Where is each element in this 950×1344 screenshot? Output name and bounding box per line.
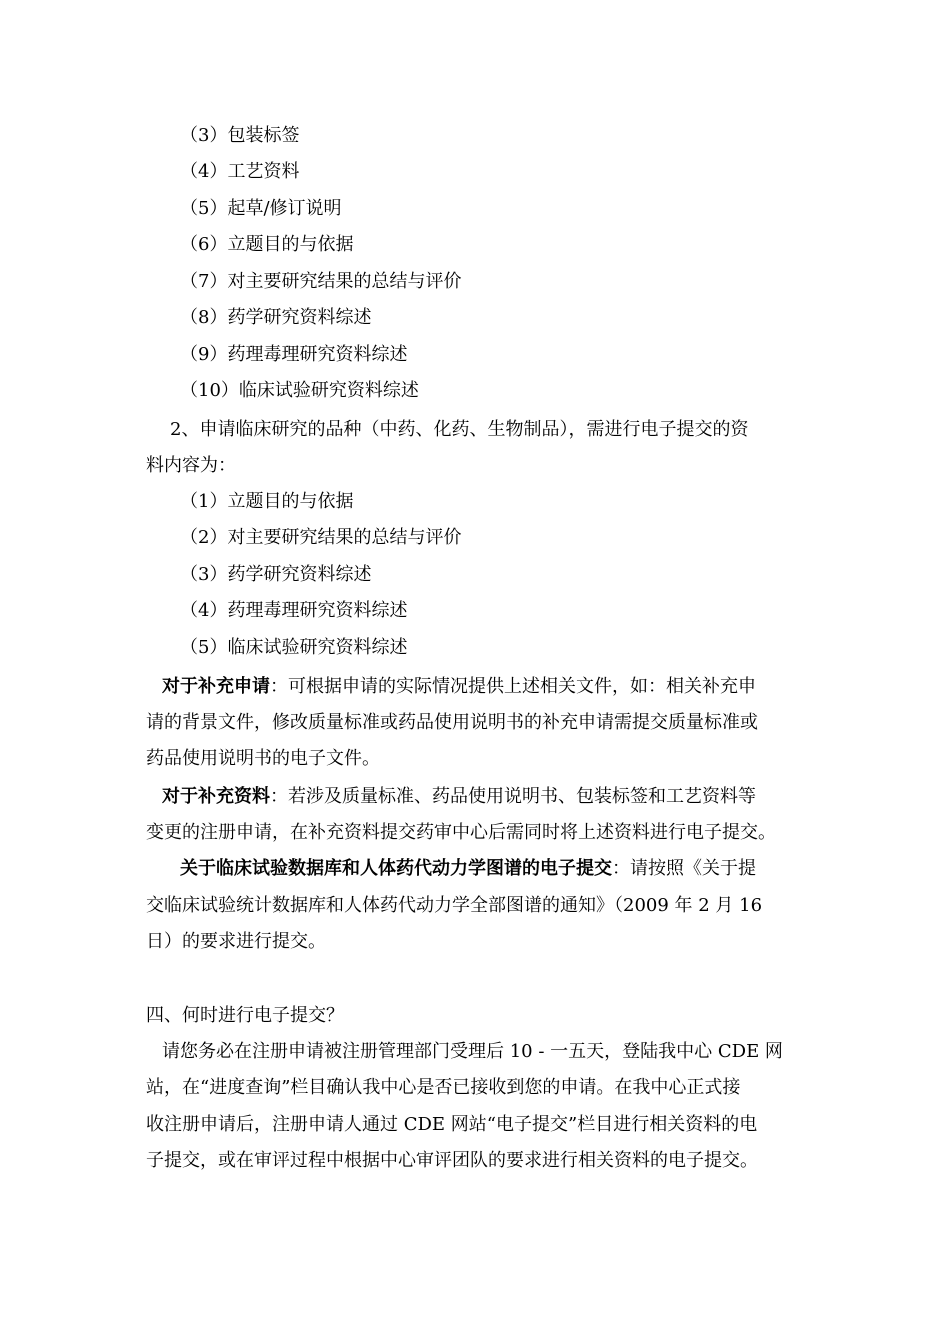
clinical-db-line: 交临床试验统计数据库和人体药代动力学全部图谱的通知》（2009 年 2 月 16 [146, 895, 763, 916]
list1-item: （7）对主要研究结果的总结与评价 [180, 271, 462, 292]
supplement-materials-line: 对于补充资料：若涉及质量标准、药品使用说明书、包装标签和工艺资料等 [162, 786, 756, 807]
list1-item: （10）临床试验研究资料综述 [180, 380, 419, 401]
supplement-application-line: 药品使用说明书的电子文件。 [146, 748, 380, 769]
supplement-application-label: 对于补充申请 [162, 676, 270, 697]
list1-item: （3）包装标签 [180, 125, 300, 146]
section4-line: 站，在“进度查询”栏目确认我中心是否已接收到您的申请。在我中心正式接 [146, 1077, 741, 1098]
list1-item: （5）起草/修订说明 [180, 198, 342, 219]
list2-item: （3）药学研究资料综述 [180, 564, 372, 585]
list2-item: （5）临床试验研究资料综述 [180, 637, 408, 658]
para2-line: 2、申请临床研究的品种（中药、化药、生物制品），需进行电子提交的资 [170, 419, 749, 440]
list2-item: （4）药理毒理研究资料综述 [180, 600, 408, 621]
section4-line: 请您务必在注册申请被注册管理部门受理后 10 - 一五天，登陆我中心 CDE 网 [162, 1041, 783, 1062]
supplement-application-line: 请的背景文件，修改质量标准或药品使用说明书的补充申请需提交质量标准或 [146, 712, 758, 733]
supplement-application-line: 对于补充申请：可根据申请的实际情况提供上述相关文件，如：相关补充申 [162, 676, 756, 697]
section4-line: 收注册申请后，注册申请人通过 CDE 网站“电子提交”栏目进行相关资料的电 [146, 1114, 758, 1135]
list2-item: （2）对主要研究结果的总结与评价 [180, 527, 462, 548]
supplement-materials-line: 变更的注册申请，在补充资料提交药审中心后需同时将上述资料进行电子提交。 [146, 822, 776, 843]
section4-line: 子提交，或在审评过程中根据中心审评团队的要求进行相关资料的电子提交。 [146, 1150, 758, 1171]
list1-item: （6）立题目的与依据 [180, 234, 354, 255]
list2-item: （1）立题目的与依据 [180, 491, 354, 512]
list1-item: （4）工艺资料 [180, 161, 300, 182]
section4-heading: 四、何时进行电子提交？ [146, 1005, 344, 1026]
clinical-db-line: 关于临床试验数据库和人体药代动力学图谱的电子提交：请按照《关于提 [180, 858, 756, 879]
list1-item: （9）药理毒理研究资料综述 [180, 344, 408, 365]
clinical-db-line: 日）的要求进行提交。 [146, 931, 326, 952]
clinical-db-label: 关于临床试验数据库和人体药代动力学图谱的电子提交 [180, 858, 612, 879]
supplement-materials-label: 对于补充资料 [162, 786, 270, 807]
para2-line: 料内容为： [146, 455, 236, 476]
list1-item: （8）药学研究资料综述 [180, 307, 372, 328]
